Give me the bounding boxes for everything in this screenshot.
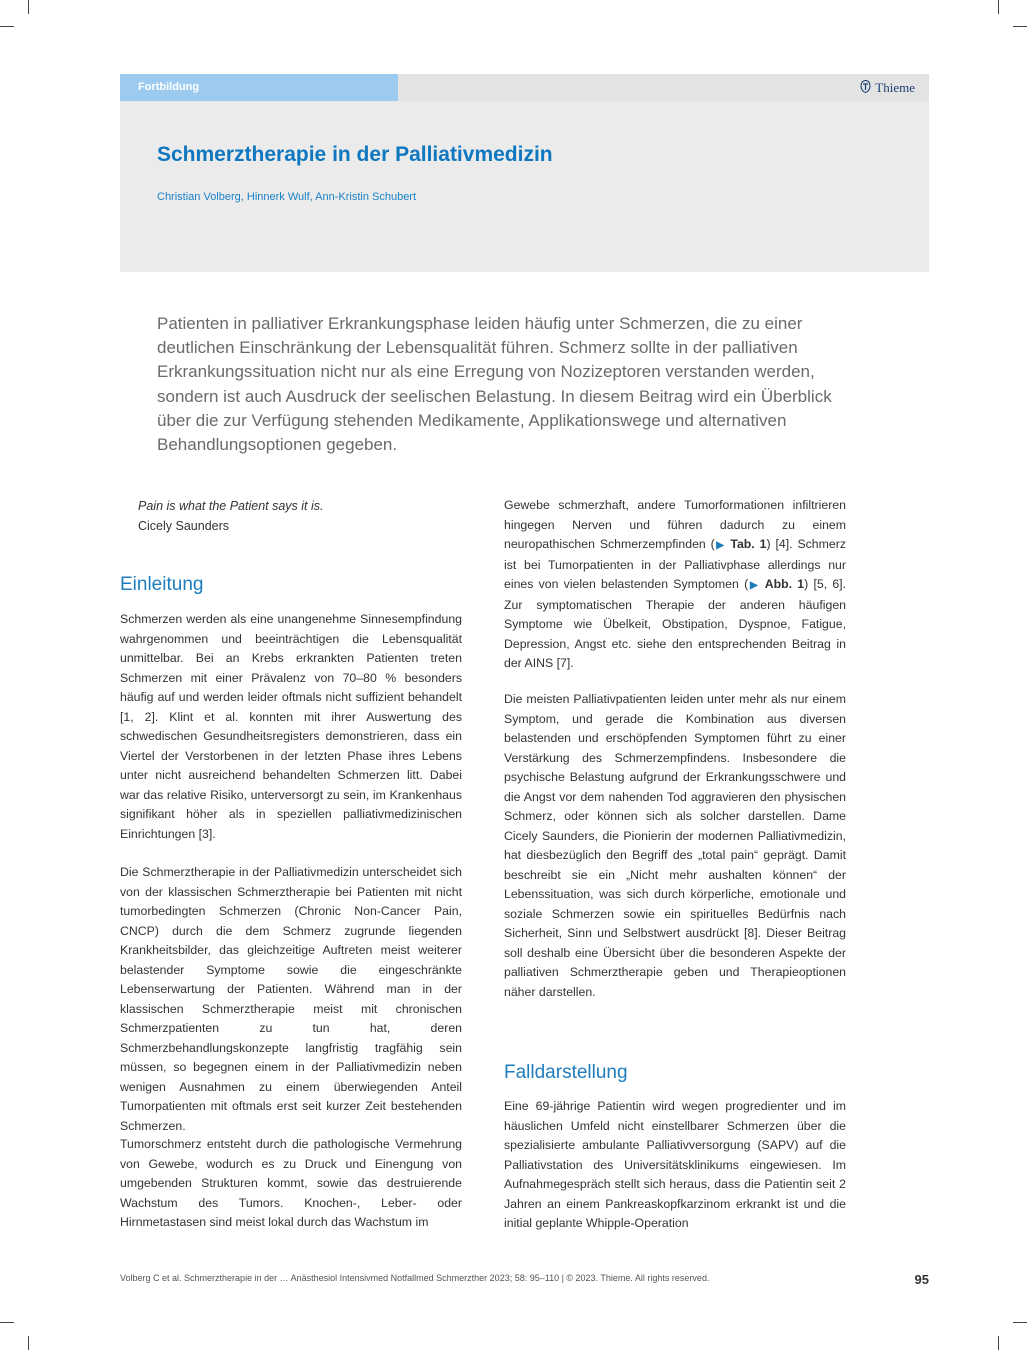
paragraph-text: ) [4]. Schmerz ist bei Tumorpatienten in der Palliativphase allerdings nur eines von vielen belastenden Symptomen ( — [504, 537, 846, 591]
motto-author: Cicely Saunders — [138, 519, 230, 533]
paragraph-text: ) [5, 6]. Zur symptomatischen Therapie der anderen häufigen Symptome wie Übelkeit, Obstipation, Dyspnoe, Fatigue, Depression, Angst etc. siehe den entsprechenden Beitrag in der AINS [7]. — [504, 577, 847, 670]
paragraph-text: Gewebe schmerzhaft, andere Tumorformationen infiltrieren hingegen Nerven und führen dadurch zu einem neuropathischen Schmerzempfinden ( — [504, 498, 846, 551]
crop-mark — [998, 0, 999, 14]
crop-mark — [1013, 1322, 1027, 1323]
cross-reference-label: Tab. 1 — [730, 537, 767, 551]
cross-reference-label: Abb. 1 — [764, 577, 805, 591]
play-triangle-icon: ▶ — [714, 540, 726, 551]
section-heading-einleitung: Einleitung — [120, 574, 204, 595]
motto — [138, 496, 324, 536]
authors: Christian Volberg, Hinnerk Wulf, Ann-Kristin Schubert — [157, 191, 417, 203]
footer-citation: Volberg C et al. Schmerztherapie in der … Anästhesiol Intensivmed Notfallmed Schmerzther 2023; 58: 95–110 | © 2023. Thieme. All rights reserved. — [120, 1273, 710, 1283]
header-strip — [398, 74, 929, 101]
crop-mark — [0, 1322, 14, 1323]
paragraph: Die Schmerztherapie in der Palliativmedizin unterscheidet sich von der klassischen Schmerztherapie bei Patienten mit nicht tumorbedingten Schmerzen (Chronic Non-Cancer Pain, CNCP) durch die dem Schmerz zugrunde liegenden Krankheitsbilder, das gleichzeitige Auftreten meist weiterer belastender Symptome sowie die eingeschränkte Lebenserwartung der Patienten. Während man in der klassischen Schmerztherapie meist mit chronischen Schmerzpatienten zu tun hat, deren Schmerzbehandlungskonzepte langfristig tragfähig sein müssen, so begegnen einem in der Palliativmedizin neben wenigen Ausnahmen zu einem überwiegenden Anteil Tumorpatienten mit oftmals erst seit kurzer Zeit bestehenden Schmerzen. — [120, 865, 462, 1133]
crop-mark — [28, 1336, 29, 1350]
publisher-logo — [860, 80, 915, 96]
crop-mark — [998, 1336, 999, 1350]
crop-mark — [1013, 26, 1027, 27]
paragraph: Tumorschmerz entsteht durch die pathologische Vermehrung von Gewebe, wodurch es zu Druck und Einengung von umgebenden Strukturen kommt, sowie das destruierende Wachstum des Tumors. Knochen-, Leber- oder Hirnmetastasen sind meist lokal durch das Wachstum im — [120, 1137, 462, 1229]
publisher-name: Thieme — [875, 80, 915, 95]
article-title: Schmerztherapie in der Palliativmedizin — [157, 143, 553, 166]
motto-quote: Pain is what the Patient says it is. — [138, 499, 324, 513]
header-band — [120, 74, 929, 272]
section-heading-falldarstellung: Falldarstellung — [504, 1062, 628, 1083]
thieme-logo-icon — [860, 80, 874, 95]
paragraph — [504, 496, 846, 674]
play-triangle-icon: ▶ — [748, 580, 760, 591]
paragraph: Schmerzen werden als eine unangenehme Sinnesempfindung wahrgenommen und beeinträchtigen die Lebensqualität unmittelbar. Bei an Krebs erkrankten Patienten treten Schmerzen mit einer Prävalenz von 70–80 % besonders häufig auf und werden leider oftmals nicht suffizient behandelt [1, 2]. Klint et al. konnten mit ihrer Auswertung des schwedischen Gesundheitsregisters demonstrieren, dass ein Viertel der Verstorbenen in der letzten Phase ihres Lebens unter nicht ausreichend behandelten Schmerzen litt. Dabei war das relative Risiko, unterversorgt zu sein, im Krankenhaus signifikant höher als in speziellen palliativmedizinischen Einrichtungen [3]. — [120, 612, 462, 841]
abstract: Patienten in palliativer Erkrankungsphase leiden häufig unter Schmerzen, die zu einer deutlichen Einschränkung der Lebensqualität führen. Schmerz sollte in der palliativen Erkrankungssituation nicht nur als eine Erregung von Nozizeptoren verstanden werden, sondern ist auch Ausdruck der seelischen Belastung. In diesem Beitrag wird ein Überblick über die zur Verfügung stehenden Medikamente, Applikationswege und alternativen Behandlungsoptionen gegeben. — [157, 314, 832, 455]
crop-mark — [0, 26, 14, 27]
paragraph: Die meisten Palliativpatienten leiden unter mehr als nur einem Symptom, und gerade die Kombination aus diversen belastenden und erschöpfenden Symptomen führt zu einer Verstärkung des Schmerzempfindens. Insbesondere die psychische Belastung aufgrund der Erkrankungsschwere und die Angst vor dem nahenden Tod aggravieren den physischen Schmerz, oder können sich als solcher darstellen. Dame Cicely Saunders, die Pionierin der modernen Palliativmedizin, hat diesbezüglich den Begriff des „total pain“ geprägt. Damit beschreibt sie ein „Nicht mehr aushalten können“ der Lebenssituation, was sich durch körperliche, emotionale und soziale Schmerzen sowie ein spirituelles Bedürfnis nach Sicherheit, Sinn und Selbstwert ausdrückt [8]. Dieser Beitrag soll deshalb eine Übersicht über die besonderen Aspekte der palliativen Schmerztherapie geben und Therapieoptionen näher darstellen. — [504, 692, 846, 999]
section-label: Fortbildung — [120, 74, 398, 101]
paragraph: Eine 69-jährige Patientin wird wegen progredienter und im häuslichen Umfeld nicht einstellbarer Schmerzen über die spezialisierte ambulante Palliativversorgung (SAPV) auf die Palliativstation des Universitätsklinikums eingewiesen. Im Aufnahmegespräch stellt sich heraus, dass die Patientin seit 2 Jahren an einem Pankreaskopfkarzinom erkrankt ist und die initial geplante Whipple-Operation — [504, 1099, 846, 1230]
page-number: 95 — [914, 1272, 929, 1287]
cross-reference-table[interactable] — [715, 537, 767, 551]
cross-reference-figure[interactable] — [748, 577, 804, 591]
crop-mark — [28, 0, 29, 14]
